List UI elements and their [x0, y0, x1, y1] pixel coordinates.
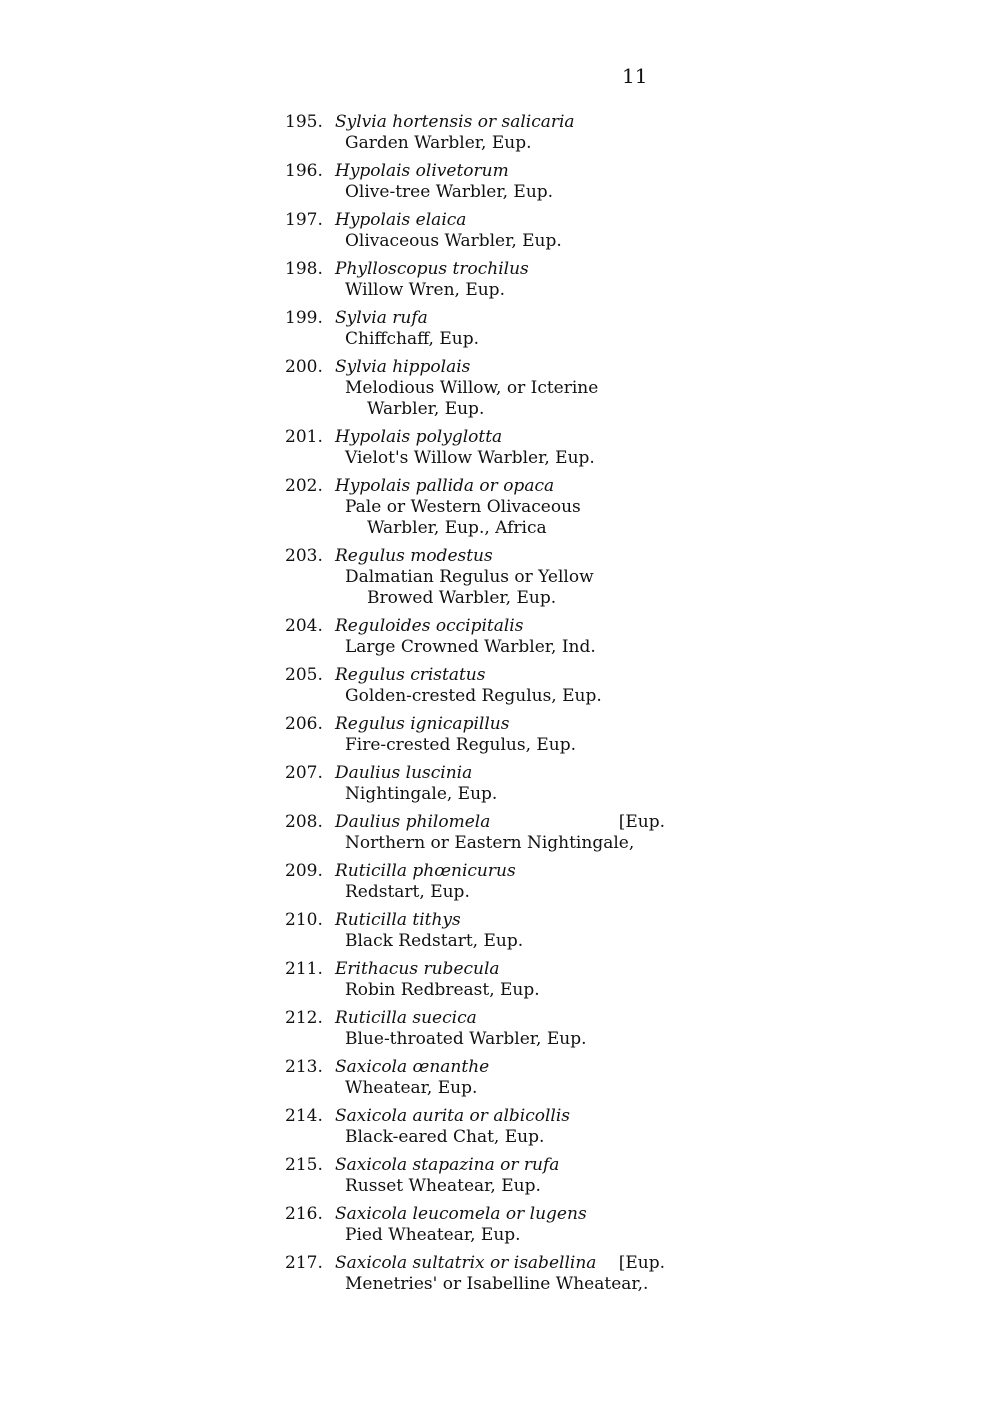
- entry-body: [335, 476, 685, 539]
- latin-name: Ruticilla tithys: [335, 910, 461, 930]
- entry-number: 211.: [285, 959, 323, 979]
- entry-body: [335, 861, 685, 903]
- entry-body: [335, 210, 685, 252]
- latin-name: Regulus ignicapillus: [335, 714, 510, 734]
- species-entry: [285, 910, 685, 952]
- entry-body: [335, 1106, 685, 1148]
- entry-number: 216.: [285, 1204, 323, 1224]
- common-name: Dalmatian Regulus or Yellow: [345, 567, 594, 587]
- entry-body: [335, 910, 685, 952]
- species-entry: [285, 1204, 685, 1246]
- entry-number: 209.: [285, 861, 323, 881]
- entry-number: 206.: [285, 714, 323, 734]
- common-name: Warbler, Eup.: [367, 399, 485, 419]
- entry-body: [335, 259, 685, 301]
- common-name: Blue-throated Warbler, Eup.: [345, 1029, 587, 1049]
- entry-body: [335, 616, 685, 658]
- entry-body: [335, 357, 685, 420]
- latin-name: Saxicola stapazina or rufa: [335, 1155, 560, 1175]
- entry-number: 212.: [285, 1008, 323, 1028]
- entry-number: 213.: [285, 1057, 323, 1077]
- common-name: Warbler, Eup., Africa: [367, 518, 547, 538]
- common-name: Willow Wren, Eup.: [345, 280, 505, 300]
- species-entry: [285, 1008, 685, 1050]
- entry-body: [335, 1155, 685, 1197]
- entry-body: [335, 665, 685, 707]
- entry-body: [335, 546, 685, 609]
- latin-name: Sylvia rufa: [335, 308, 428, 328]
- latin-name: Saxicola sultatrix or isabellina: [335, 1253, 597, 1273]
- latin-name: Saxicola aurita or albicollis: [335, 1106, 571, 1126]
- page-number: 11: [622, 64, 648, 88]
- latin-name: Hypolais olivetorum: [335, 161, 509, 181]
- species-entry: [285, 161, 685, 203]
- entry-number: 204.: [285, 616, 323, 636]
- common-name: Northern or Eastern Nightingale,: [345, 833, 635, 853]
- common-name: Large Crowned Warbler, Ind.: [345, 637, 596, 657]
- entry-body: [335, 763, 685, 805]
- latin-name: Reguloides occipitalis: [335, 616, 524, 636]
- species-entry: [285, 1253, 685, 1295]
- species-entry: [285, 476, 685, 539]
- common-name: Olive-tree Warbler, Eup.: [345, 182, 554, 202]
- species-entry: [285, 665, 685, 707]
- latin-name: Sylvia hortensis or salicaria: [335, 112, 575, 132]
- latin-name: Hypolais polyglotta: [335, 427, 503, 447]
- entry-number: 205.: [285, 665, 323, 685]
- common-name: Redstart, Eup.: [345, 882, 470, 902]
- entry-number: 200.: [285, 357, 323, 377]
- common-name: Robin Redbreast, Eup.: [345, 980, 540, 1000]
- species-entry: [285, 1106, 685, 1148]
- entry-number: 215.: [285, 1155, 323, 1175]
- common-name: Melodious Willow, or Icterine: [345, 378, 599, 398]
- common-name: Pied Wheatear, Eup.: [345, 1225, 521, 1245]
- common-name: Olivaceous Warbler, Eup.: [345, 231, 562, 251]
- latin-name: Hypolais pallida or opaca: [335, 476, 555, 496]
- region-note: [Eup.: [618, 1253, 665, 1273]
- entry-number: 198.: [285, 259, 323, 279]
- common-name: Fire-crested Regulus, Eup.: [345, 735, 577, 755]
- common-name: Pale or Western Olivaceous: [345, 497, 581, 517]
- common-name: Garden Warbler, Eup.: [345, 133, 532, 153]
- common-name: Chiffchaff, Eup.: [345, 329, 479, 349]
- species-entry: [285, 210, 685, 252]
- entry-number: 199.: [285, 308, 323, 328]
- entry-number: 207.: [285, 763, 323, 783]
- latin-name: Sylvia hippolais: [335, 357, 471, 377]
- entry-body: [335, 308, 685, 350]
- species-entry: [285, 1155, 685, 1197]
- common-name: Browed Warbler, Eup.: [367, 588, 557, 608]
- latin-name: Saxicola leucomela or lugens: [335, 1204, 587, 1224]
- species-list: [285, 112, 685, 1302]
- entry-number: 195.: [285, 112, 323, 132]
- species-entry: [285, 959, 685, 1001]
- latin-name: Regulus cristatus: [335, 665, 486, 685]
- entry-body: [335, 161, 685, 203]
- common-name: Nightingale, Eup.: [345, 784, 498, 804]
- entry-body: [335, 959, 685, 1001]
- species-entry: [285, 546, 685, 609]
- species-entry: [285, 112, 685, 154]
- species-entry: [285, 714, 685, 756]
- entry-body: [335, 1057, 685, 1099]
- common-name: Black Redstart, Eup.: [345, 931, 524, 951]
- latin-name: Phylloscopus trochilus: [335, 259, 529, 279]
- species-entry: [285, 763, 685, 805]
- species-entry: [285, 308, 685, 350]
- entry-body: [335, 1008, 685, 1050]
- entry-body: [335, 427, 685, 469]
- entry-body: [335, 112, 685, 154]
- entry-number: 196.: [285, 161, 323, 181]
- species-entry: [285, 1057, 685, 1099]
- latin-name: Saxicola œnanthe: [335, 1057, 490, 1077]
- species-entry: [285, 861, 685, 903]
- species-entry: [285, 616, 685, 658]
- entry-number: 203.: [285, 546, 323, 566]
- entry-number: 208.: [285, 812, 323, 832]
- entry-number: 210.: [285, 910, 323, 930]
- latin-name: Regulus modestus: [335, 546, 493, 566]
- entry-number: 202.: [285, 476, 323, 496]
- common-name: Vielot's Willow Warbler, Eup.: [345, 448, 595, 468]
- latin-name: Daulius luscinia: [335, 763, 473, 783]
- common-name: Russet Wheatear, Eup.: [345, 1176, 541, 1196]
- latin-name: Ruticilla phœnicurus: [335, 861, 516, 881]
- latin-name: Daulius philomela: [335, 812, 491, 832]
- latin-name: Ruticilla suecica: [335, 1008, 477, 1028]
- common-name: Wheatear, Eup.: [345, 1078, 478, 1098]
- entry-number: 214.: [285, 1106, 323, 1126]
- latin-name: Hypolais elaica: [335, 210, 467, 230]
- entry-body: [335, 714, 685, 756]
- species-entry: [285, 812, 685, 854]
- entry-number: 217.: [285, 1253, 323, 1273]
- entry-body: [335, 1204, 685, 1246]
- entry-number: 201.: [285, 427, 323, 447]
- species-entry: [285, 357, 685, 420]
- region-note: [Eup.: [618, 812, 665, 832]
- common-name: Black-eared Chat, Eup.: [345, 1127, 545, 1147]
- common-name: Golden-crested Regulus, Eup.: [345, 686, 602, 706]
- species-entry: [285, 259, 685, 301]
- species-entry: [285, 427, 685, 469]
- latin-name: Erithacus rubecula: [335, 959, 500, 979]
- common-name: Menetries' or Isabelline Wheatear,.: [345, 1274, 649, 1294]
- entry-number: 197.: [285, 210, 323, 230]
